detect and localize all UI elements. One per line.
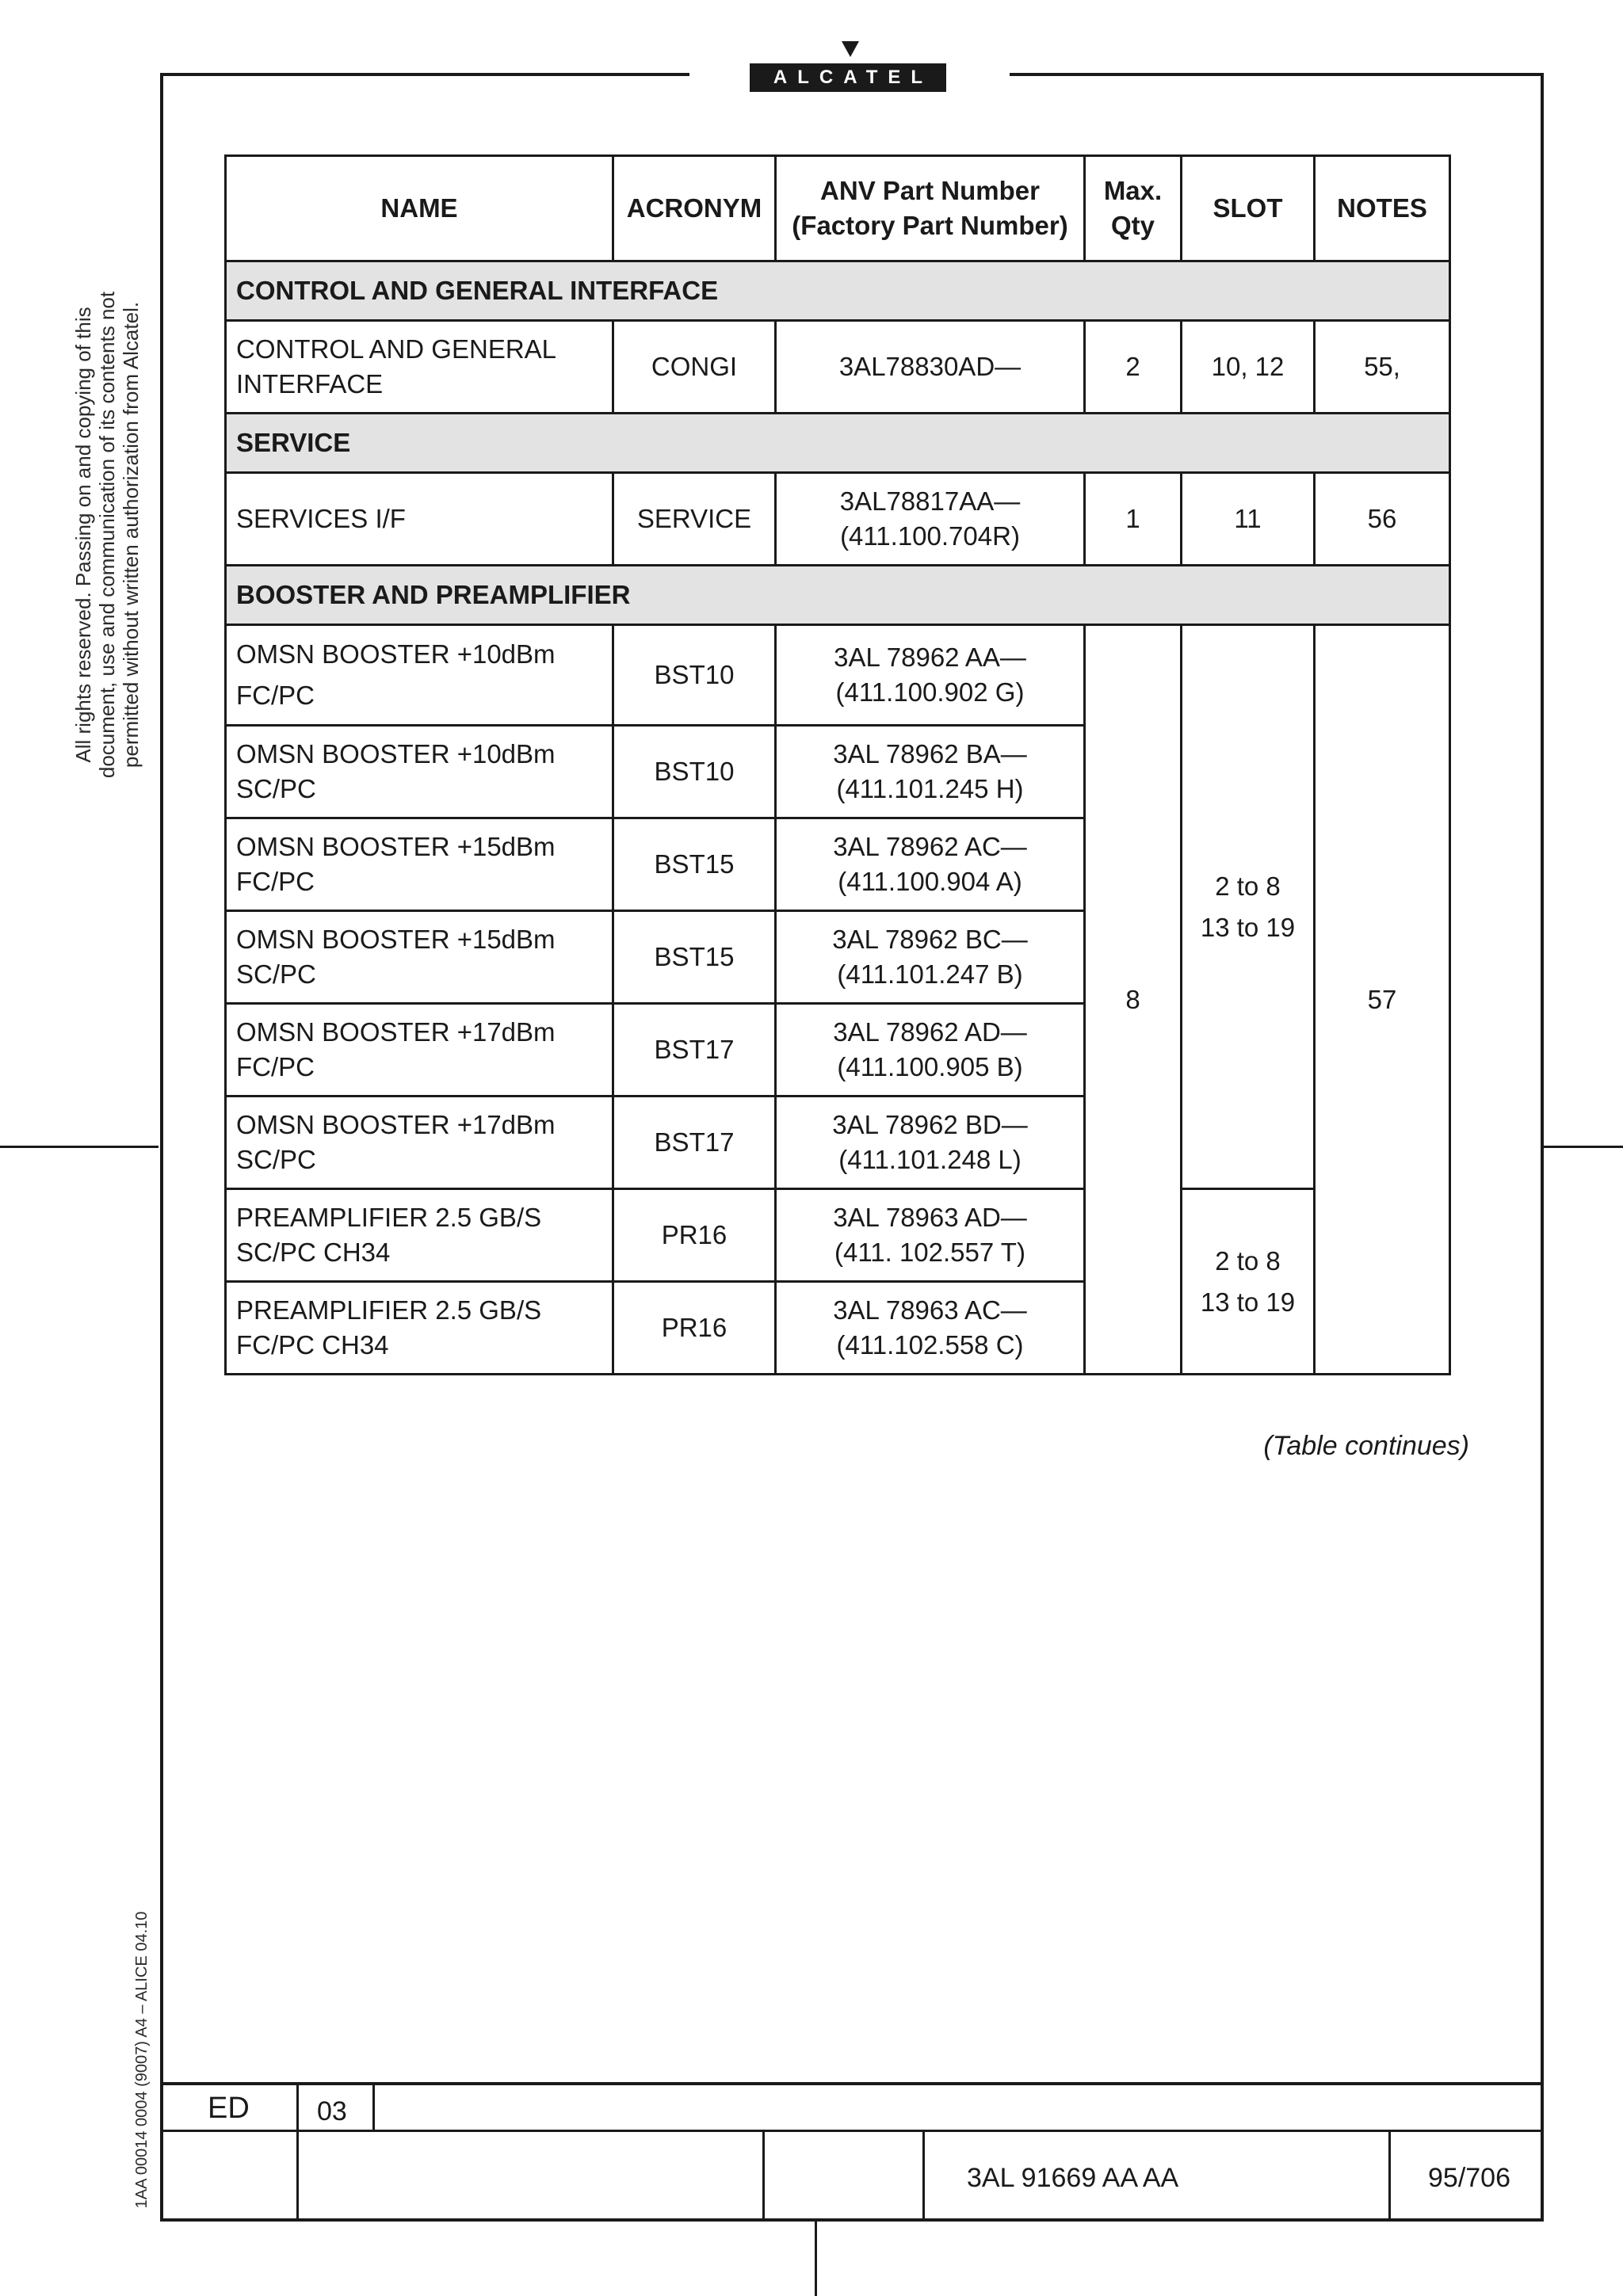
- header-part-number: ANV Part Number (Factory Part Number): [776, 156, 1085, 261]
- section-title: BOOSTER AND PREAMPLIFIER: [226, 566, 1450, 625]
- document-number: 3AL 91669 AA AA: [967, 2163, 1179, 2193]
- cell-qty: 1: [1085, 473, 1182, 566]
- table-header-row: [226, 156, 1450, 261]
- page-number: 95/706: [1428, 2163, 1510, 2193]
- cell-acronym: BST10: [613, 726, 776, 818]
- fold-mark-left: [0, 1146, 158, 1148]
- cell-slot-group-preamp: 2 to 8 13 to 19: [1182, 1189, 1315, 1375]
- cell-part-number: 3AL 78962 BD— (411.101.248 L): [776, 1097, 1085, 1189]
- section-row-booster: [226, 566, 1450, 625]
- cell-part-number: 3AL78830AD—: [776, 321, 1085, 414]
- parts-table: [224, 154, 1451, 1375]
- cell-name: OMSN BOOSTER +10dBm SC/PC: [226, 726, 613, 818]
- cell-name: CONTROL AND GENERAL INTERFACE: [226, 321, 613, 414]
- cell-acronym: BST15: [613, 911, 776, 1004]
- frame-top-right-border: [1010, 73, 1544, 76]
- footer-divider: [296, 2082, 299, 2220]
- cell-part-number: 3AL 78962 AD— (411.100.905 B): [776, 1004, 1085, 1097]
- cell-name: OMSN BOOSTER +17dBm FC/PC: [226, 1004, 613, 1097]
- frame-top-left-border: [160, 73, 689, 76]
- cell-acronym: BST17: [613, 1097, 776, 1189]
- cell-part-number: 3AL 78963 AD— (411. 102.557 T): [776, 1189, 1085, 1282]
- cell-slot: 11: [1182, 473, 1315, 566]
- cell-part-number: 3AL 78962 AC— (411.100.904 A): [776, 818, 1085, 911]
- header-name: NAME: [226, 156, 613, 261]
- cell-part-number: 3AL 78963 AC— (411.102.558 C): [776, 1282, 1085, 1375]
- section-title: CONTROL AND GENERAL INTERFACE: [226, 261, 1450, 321]
- table-row: [226, 625, 1450, 726]
- cell-notes: 55,: [1315, 321, 1450, 414]
- cell-slot-group-booster: 2 to 8 13 to 19: [1182, 625, 1315, 1189]
- cell-acronym: SERVICE: [613, 473, 776, 566]
- rights-notice-text: All rights reserved. Passing on and copying of this document, use and communication of its contents not permitted without written authorization from Alcatel.: [71, 291, 143, 779]
- footer-divider: [372, 2082, 375, 2131]
- cell-part-number: 3AL 78962 BA— (411.101.245 H): [776, 726, 1085, 818]
- cell-acronym: PR16: [613, 1282, 776, 1375]
- fold-mark-bottom: [815, 2222, 817, 2296]
- cell-notes-group: 57: [1315, 625, 1450, 1375]
- header-notes: NOTES: [1315, 156, 1450, 261]
- frame-bottom-border: [160, 2218, 1544, 2222]
- logo-wordmark: ALCATEL: [750, 63, 946, 92]
- table-row: [226, 473, 1450, 566]
- cell-name: OMSN BOOSTER +15dBm SC/PC: [226, 911, 613, 1004]
- cell-name: PREAMPLIFIER 2.5 GB/S FC/PC CH34: [226, 1282, 613, 1375]
- cell-qty-group: 8: [1085, 625, 1182, 1375]
- table-continues-note: (Table continues): [1263, 1431, 1469, 1461]
- cell-acronym: CONGI: [613, 321, 776, 414]
- form-code: 1AA 00014 0004 (9007) A4 – ALICE 04.10: [133, 1911, 151, 2209]
- cell-acronym: BST15: [613, 818, 776, 911]
- footer-divider: [1388, 2130, 1391, 2220]
- section-row-service: [226, 414, 1450, 473]
- cell-name: OMSN BOOSTER +17dBm SC/PC: [226, 1097, 613, 1189]
- section-row-control: [226, 261, 1450, 321]
- footer-middle-border: [160, 2130, 1544, 2132]
- footer-top-border: [160, 2082, 1544, 2085]
- cell-name: PREAMPLIFIER 2.5 GB/S SC/PC CH34: [226, 1189, 613, 1282]
- cell-notes: 56: [1315, 473, 1450, 566]
- footer-divider: [762, 2130, 765, 2220]
- cell-name: SERVICES I/F: [226, 473, 613, 566]
- cell-acronym: BST17: [613, 1004, 776, 1097]
- table-row: [226, 321, 1450, 414]
- cell-name: OMSN BOOSTER +15dBm FC/PC: [226, 818, 613, 911]
- header-slot: SLOT: [1182, 156, 1315, 261]
- header-max-qty: Max. Qty: [1085, 156, 1182, 261]
- fold-mark-right: [1544, 1146, 1623, 1148]
- cell-part-number: 3AL 78962 BC— (411.101.247 B): [776, 911, 1085, 1004]
- cell-acronym: BST10: [613, 625, 776, 726]
- header-acronym: ACRONYM: [613, 156, 776, 261]
- edition-value: 03: [317, 2096, 347, 2126]
- cell-part-number: 3AL 78962 AA— (411.100.902 G): [776, 625, 1085, 726]
- edition-label: ED: [208, 2092, 250, 2125]
- section-title: SERVICE: [226, 414, 1450, 473]
- cell-part-number: 3AL78817AA— (411.100.704R): [776, 473, 1085, 566]
- cell-qty: 2: [1085, 321, 1182, 414]
- footer-divider: [922, 2130, 925, 2220]
- alcatel-logo: [750, 40, 948, 95]
- cell-name: OMSN BOOSTER +10dBm FC/PC: [226, 625, 613, 726]
- frame-left-border: [160, 73, 163, 2222]
- cell-slot: 10, 12: [1182, 321, 1315, 414]
- cell-acronym: PR16: [613, 1189, 776, 1282]
- table-row: [226, 1189, 1450, 1282]
- logo-arrow-icon: [842, 41, 859, 57]
